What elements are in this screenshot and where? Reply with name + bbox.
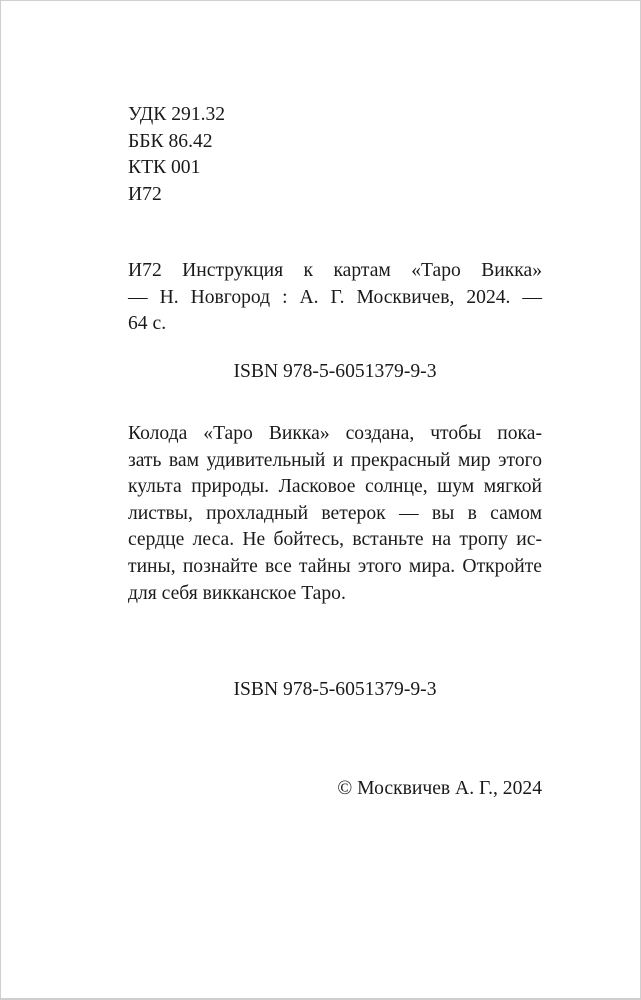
biblio-line: И72 Инструкция к картам «Таро Викка»	[128, 260, 542, 281]
abstract	[128, 421, 542, 607]
udk-code: УДК 291.32	[128, 104, 226, 125]
abstract-line: зать вам удивительный и прекрасный мир этого	[128, 449, 542, 471]
author-mark: И72	[128, 183, 162, 205]
biblio-line: 64 с.	[128, 313, 167, 335]
bbk-code: ББК 86.42	[128, 130, 213, 152]
ktk-code: КТК 001	[128, 157, 201, 179]
isbn-bottom: ISBN 978-5-6051379-9-3	[233, 679, 437, 700]
classification-codes	[128, 102, 428, 208]
abstract-line: культа природы. Ласковое солнце, шум мягкой	[128, 476, 542, 498]
bibliographic-record	[128, 258, 542, 338]
biblio-line: — Н. Новгород : А. Г. Москвичев, 2024. —	[128, 286, 542, 308]
copyright-notice: © Москвичев А. Г., 2024	[337, 778, 542, 799]
abstract-line: для себя викканское Таро.	[128, 582, 346, 604]
isbn-top: ISBN 978-5-6051379-9-3	[233, 361, 437, 382]
abstract-line: сердце леса. Не бойтесь, встаньте на тропу ис-	[128, 529, 542, 551]
abstract-line: листвы, прохладный ветерок — вы в самом	[128, 502, 542, 524]
abstract-line: тины, познайте все тайны этого мира. Откройте	[128, 555, 542, 577]
abstract-line: Колода «Таро Викка» создана, чтобы пока-	[128, 423, 542, 444]
